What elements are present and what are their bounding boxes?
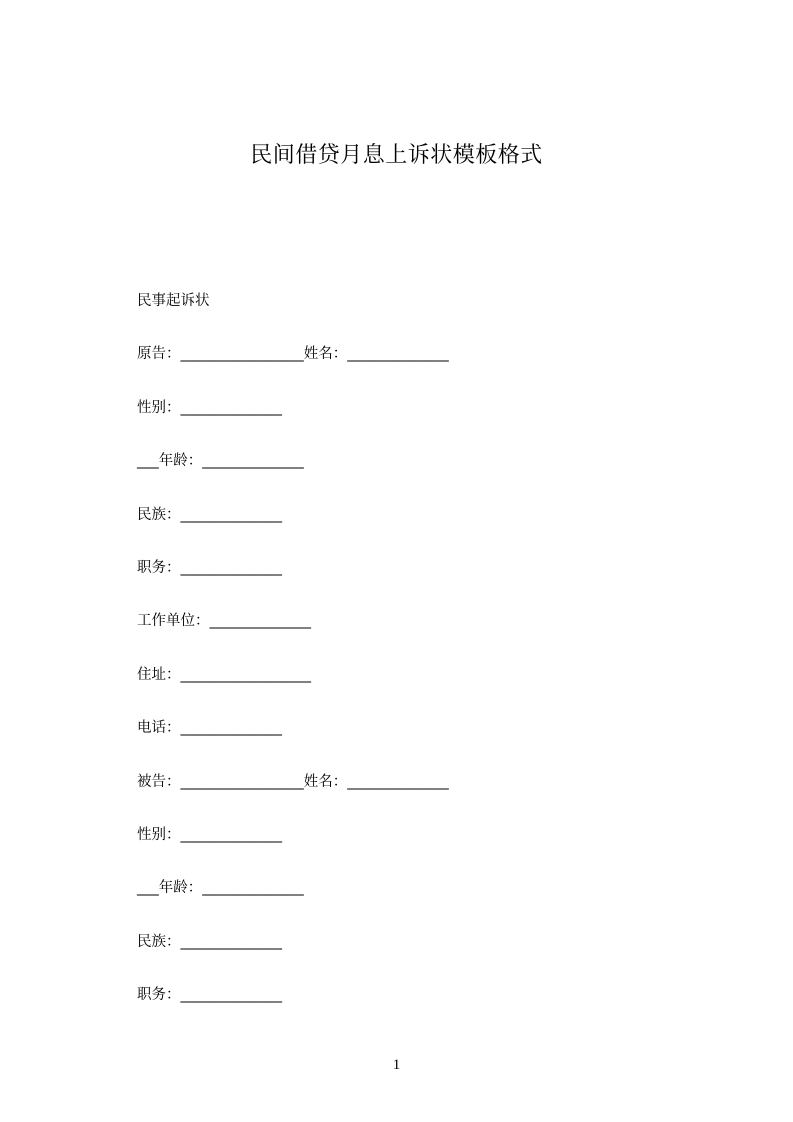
plaintiff-phone-line: 电话：______________: [137, 720, 282, 737]
document-title: 民间借贷月息上诉状模板格式: [250, 143, 543, 168]
defendant-ethnicity-line: 民族：______________: [137, 933, 282, 950]
heading-civil-complaint: 民事起诉状: [137, 293, 210, 309]
defendant-name-line: 被告：_________________姓名：______________: [137, 773, 449, 790]
defendant-age-line: ___年龄：______________: [137, 880, 304, 897]
defendant-gender-line: 性别：______________: [137, 826, 282, 843]
plaintiff-employer-line: 工作单位：______________: [137, 613, 311, 630]
plaintiff-age-line: ___年龄：______________: [137, 453, 304, 470]
plaintiff-gender-line: 性别：______________: [137, 399, 282, 416]
defendant-position-line: 职务：______________: [137, 987, 282, 1004]
plaintiff-name-line: 原告：_________________姓名：______________: [137, 346, 449, 363]
page-number: 1: [392, 1057, 401, 1073]
plaintiff-address-line: 住址：__________________: [137, 666, 311, 683]
plaintiff-ethnicity-line: 民族：______________: [137, 506, 282, 523]
document-body: [137, 288, 697, 1035]
plaintiff-position-line: 职务：______________: [137, 559, 282, 576]
